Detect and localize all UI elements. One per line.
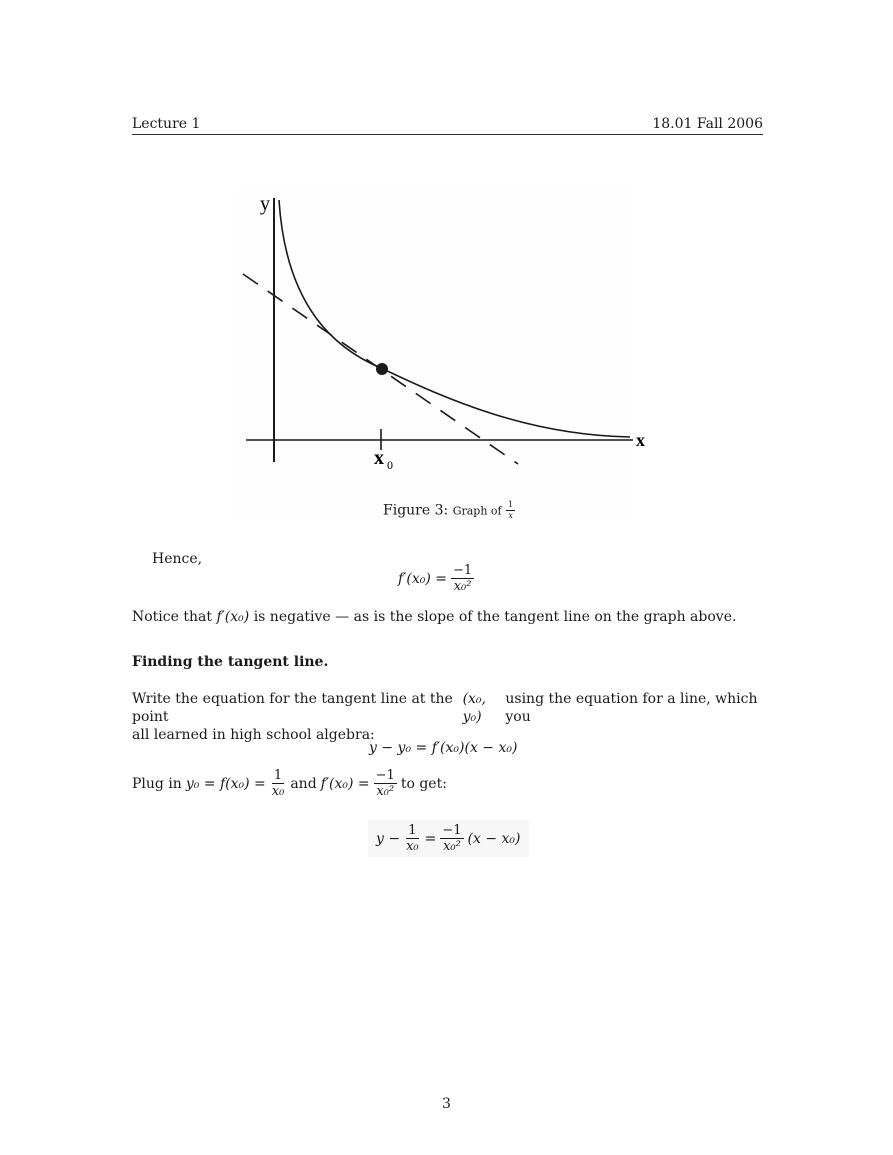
x-axis-label: x xyxy=(636,430,645,450)
notice-expr: f′(x₀) xyxy=(216,609,250,625)
section-title: Finding the tangent line. xyxy=(132,654,329,670)
final-eq-sign: = xyxy=(424,830,437,847)
final-fraction-1 xyxy=(404,824,421,853)
caption-text: Graph of xyxy=(452,504,502,518)
line-equation: y − y₀ = f′(x₀)(x − x₀) xyxy=(369,740,518,756)
page-number: 3 xyxy=(442,1096,451,1112)
plug-expr1: y₀ = f(x₀) = xyxy=(185,775,266,792)
derivative-equation xyxy=(398,564,474,593)
paragraph-line-2: all learned in high school algebra: xyxy=(132,727,375,743)
plug-fraction-2-den: x₀² xyxy=(376,784,395,799)
paragraph-line-1 xyxy=(132,690,763,726)
final-fraction-1-num: 1 xyxy=(408,823,417,838)
hence-text: Hence, xyxy=(152,551,203,567)
plug-before: Plug in xyxy=(132,775,182,792)
caption-fraction xyxy=(506,501,515,520)
notice-before: Notice that xyxy=(132,609,212,625)
final-fraction-2-den: x₀² xyxy=(443,839,461,854)
caption-fraction-num: 1 xyxy=(508,500,514,509)
plug-fraction-1-num: 1 xyxy=(273,768,283,783)
derivative-lhs: f′(x₀) = xyxy=(398,570,447,587)
header-rule xyxy=(132,134,763,135)
plug-in-sentence xyxy=(132,769,447,798)
plug-expr2: f′(x₀) = xyxy=(320,775,370,792)
plug-mid: and xyxy=(290,775,317,792)
plug-fraction-2 xyxy=(374,769,397,798)
plug-after: to get: xyxy=(400,775,447,792)
notice-sentence xyxy=(132,609,736,625)
final-fraction-1-den: x₀ xyxy=(406,839,419,854)
caption-fraction-den: x xyxy=(508,511,513,520)
final-fraction-2 xyxy=(440,824,463,853)
final-fraction-2-num: −1 xyxy=(442,823,462,838)
final-lhs: y − xyxy=(376,830,401,847)
derivative-fraction xyxy=(451,564,474,593)
notice-after: is negative — as is the slope of the tangent line on the graph above. xyxy=(253,609,737,625)
tangent-paragraph xyxy=(132,690,763,744)
caption-prefix: Figure 3: xyxy=(383,502,449,519)
derivative-num: −1 xyxy=(452,563,473,578)
plug-fraction-1 xyxy=(270,769,287,798)
paragraph-line1-before: Write the equation for the tangent line at the point xyxy=(132,691,453,725)
figure-graph xyxy=(238,190,648,490)
paragraph-point: (x₀, y₀) xyxy=(462,691,486,725)
header-lecture: Lecture 1 xyxy=(132,116,201,132)
x0-label: x xyxy=(374,447,384,469)
final-rhs: (x − x₀) xyxy=(467,830,521,847)
x0-subscript: 0 xyxy=(387,458,393,472)
plug-fraction-1-den: x₀ xyxy=(271,784,285,799)
curve-one-over-x xyxy=(279,200,630,437)
header-course: 18.01 Fall 2006 xyxy=(652,116,763,132)
tangent-point xyxy=(376,363,388,375)
figure-caption xyxy=(383,501,515,520)
paragraph-line1-after: using the equation for a line, which you xyxy=(505,691,758,725)
derivative-den: x₀² xyxy=(453,579,472,594)
y-axis-label: y xyxy=(260,193,270,215)
page-header xyxy=(132,116,763,132)
plug-fraction-2-num: −1 xyxy=(375,768,395,783)
final-equation xyxy=(368,820,529,857)
